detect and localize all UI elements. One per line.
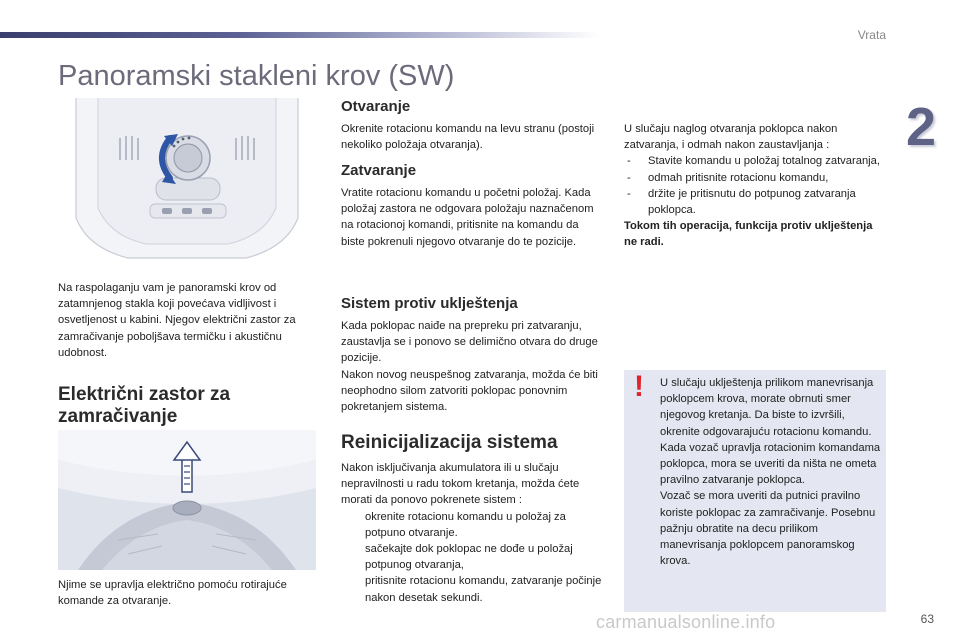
cabin-roof-illustration	[58, 430, 316, 570]
reset-heading: Reinicijalizacija sistema	[341, 432, 558, 453]
rapid-open-step-marker: -	[627, 155, 631, 168]
reset-steps	[341, 509, 603, 606]
closing-heading: Zatvaranje	[341, 162, 417, 179]
header-accent-bar	[0, 32, 600, 38]
reset-step	[341, 541, 603, 573]
warning-icon: !	[634, 370, 644, 403]
rapid-open-step-text: Stavite komandu u položaj totalnog zatvaranja,	[648, 155, 880, 168]
reset-step	[341, 573, 603, 605]
page-title: Panoramski stakleni krov (SW)	[58, 60, 455, 92]
warning-paragraph-3: Vozač se mora uveriti da putnici pravilno koriste poklopac za zamračivanje. Posebnu pažnju obratite na decu prilikom manevrisanja poklopcem panoramskog krova.	[660, 490, 876, 568]
reset-text	[341, 460, 603, 606]
rapid-open-step-marker: -	[627, 171, 631, 184]
anti-pinch-text	[341, 318, 603, 415]
blind-text: Njime se upravlja električno pomoću rotirajuće komande za otvaranje.	[58, 579, 287, 608]
rapid-open-step	[624, 153, 886, 169]
warning-paragraph-1: U slučaju uklještenja prilikom manevrisanja poklopcem krova, morate obrnuti smer njegovog kretanja. Da biste to izvršili, okrenite odgovarajuću rotacionu komandu.	[660, 377, 874, 438]
rapid-open-step	[624, 186, 886, 218]
warning-text	[660, 375, 882, 569]
opening-text: Okrenite rotacionu komandu na levu stranu (postoji nekoliko položaja otvaranja).	[341, 123, 595, 152]
rapid-open-intro: U slučaju naglog otvaranja poklopca nakon zatvaranja, i odmah nakon zaustavljanja :	[624, 123, 838, 152]
warning-paragraph-2: Kada vozač upravlja rotacionim komandama poklopca, mora se uveriti da ništa ne ometa pravilno zatvaranje poklopca.	[660, 441, 881, 487]
reset-step-text: okrenite rotacionu komandu u položaj za potpuno otvaranje.	[365, 510, 566, 539]
rapid-open-steps	[624, 153, 886, 218]
intro-paragraph: Na raspolaganju vam je panoramski krov od zatamnjenog stakla koji povećava vidljivost i osvetljenost u kabini. Njegov električni zastor za zamračivanje poboljšava termičku i akustičnu udobnost.	[58, 282, 296, 359]
rapid-open-step-marker: -	[627, 187, 631, 200]
rapid-open-step-text: odmah pritisnite rotacionu komandu,	[648, 171, 829, 184]
anti-pinch-paragraph-2: Nakon novog neuspešnog zatvaranja, možda će biti neophodno silom zatvoriti poklopac ponovnim pokretanjem sistema.	[341, 368, 598, 414]
reset-step-text: sačekajte dok poklopac ne dođe u položaj potpunog otvaranja,	[365, 543, 573, 572]
rapid-open-step	[624, 170, 886, 186]
chapter-number: 2	[905, 97, 937, 157]
opening-heading: Otvaranje	[341, 98, 411, 115]
rapid-open-step-text: držite je pritisnutu do potpunog zatvaranja poklopca.	[648, 187, 856, 217]
blind-heading: Električni zastor za zamračivanje	[58, 384, 231, 427]
rapid-open-text	[624, 121, 886, 251]
rapid-open-note: Tokom tih operacija, funkcija protiv uklještenja ne radi.	[624, 220, 873, 249]
reset-step	[341, 509, 603, 541]
anti-pinch-heading: Sistem protiv uklještenja	[341, 295, 518, 312]
roof-control-illustration	[58, 98, 316, 268]
page-number: 63	[920, 612, 934, 626]
reset-step-text: pritisnite rotacionu komandu, zatvaranje počinje nakon desetak sekundi.	[365, 575, 602, 604]
closing-text: Vratite rotacionu komandu u početni položaj. Kada položaj zastora ne odgovara položaju naznačenom na rotacionoj komandi, pritisnite na komandu da biste pokrenuli njegovo otvaranje do te pozicije.	[341, 187, 594, 248]
section-name: Vrata	[857, 28, 886, 42]
anti-pinch-paragraph-1: Kada poklopac naiđe na prepreku pri zatvaranju, zaustavlja se i ponovo se delimično otvara do druge pozicije.	[341, 320, 598, 365]
watermark: carmanualsonline.info	[596, 612, 776, 632]
reset-intro: Nakon isključivanja akumulatora ili u slučaju nepravilnosti u radu tokom kretanja, možda ćete morati da ponovo pokrenete sistem :	[341, 462, 580, 507]
